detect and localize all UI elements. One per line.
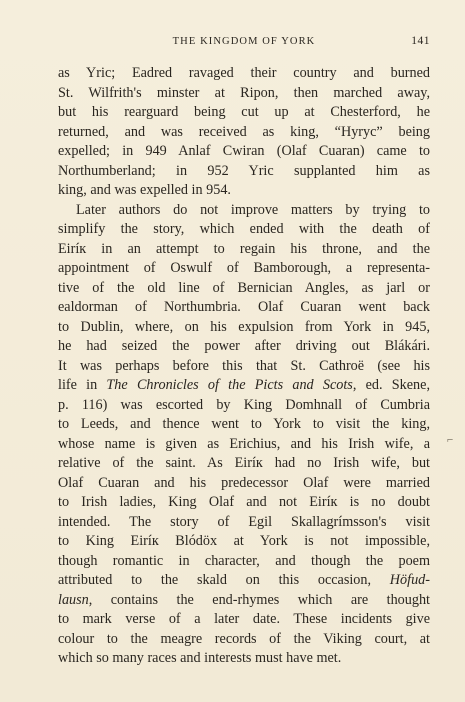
text-line: Northumberland; in 952 Yric supplanted him as xyxy=(58,162,430,179)
text-line: but his rearguard being cut up at Chesterford, he xyxy=(58,104,430,120)
text-line: Eiríк in an attempt to regain his throne, and the xyxy=(58,240,430,257)
text-line: appointment of Oswulf of Bamborough, a representa- xyxy=(58,260,430,276)
text-line: ealdorman of Northumbria. Olaf Cuaran went back xyxy=(58,299,430,315)
text-segment: , contains the end-rhymes which are thought xyxy=(88,591,430,608)
text-line: he had seized the power after driving out Blákári. xyxy=(58,338,430,354)
text-line: relative of the saint. As Eiríк had no Irish wife, but xyxy=(58,455,430,471)
text-line: intended. The story of Egil Skallagrímsson's visit xyxy=(58,513,430,530)
text-line xyxy=(58,571,430,591)
text-line: Olaf Cuaran and his predecessor Olaf were married xyxy=(58,474,430,491)
text-segment: , ed. Skene, xyxy=(352,377,430,393)
paragraph-2 xyxy=(58,201,430,669)
text-line: simplify the story, which ended with the death of xyxy=(58,221,430,237)
paragraph-1 xyxy=(58,64,430,201)
text-line: Later authors do not improve matters by trying to xyxy=(76,201,430,218)
text-line: to King Eiríк Blódöx at York is not impossible, xyxy=(58,533,430,549)
text-line: to Leeds, and thence went to York to visit the king, xyxy=(58,416,430,432)
text-segment: attributed to the skald on this occasion, xyxy=(58,572,390,588)
text-line: returned, and was received as king, “Hyryc” being xyxy=(58,123,430,140)
text-line: expelled; in 949 Anlaf Cwiran (Olaf Cuaran) came to xyxy=(58,143,430,159)
running-head xyxy=(58,36,430,52)
running-head-title: THE KINGDOM OF YORK xyxy=(172,36,316,47)
text-line: as Yric; Eadred ravaged their country and burned xyxy=(58,65,430,81)
body-text xyxy=(58,64,430,669)
text-line: p. 116) was escorted by King Domhnall of Cumbria xyxy=(58,396,430,413)
text-segment: life in xyxy=(58,377,107,393)
margin-mark: ⌐ xyxy=(447,434,454,446)
page-number: 141 xyxy=(411,35,430,47)
text-line: colour to the meagre records of the Viking court, at xyxy=(58,630,430,647)
text-line: to mark verse of a later date. These incidents give xyxy=(58,611,430,627)
poem-title: Höfud- xyxy=(389,572,430,588)
book-title: The Chronicles of the Picts and Scots xyxy=(106,377,353,393)
text-line: though romantic in character, and though the poem xyxy=(58,552,430,569)
text-line: to Irish ladies, King Olaf and not Eiríк is no doubt xyxy=(58,494,430,510)
text-line: which so many races and interests must have met. xyxy=(58,650,342,666)
text-line: king, and was expelled in 954. xyxy=(58,182,231,198)
text-line xyxy=(58,591,430,611)
text-line: St. Wilfrith's minster at Ripon, then marched away, xyxy=(58,84,430,101)
text-line: whose name is given as Erichius, and his Irish wife, a xyxy=(58,435,430,452)
text-line: to Dublin, where, on his expulsion from York in 945, xyxy=(58,318,430,335)
poem-title: lausn xyxy=(58,591,89,608)
text-line: It was perhaps before this that St. Cathroë (see his xyxy=(58,357,430,374)
text-line xyxy=(58,376,430,396)
text-line: tive of the old line of Bernician Angles, as jarl or xyxy=(58,279,430,296)
